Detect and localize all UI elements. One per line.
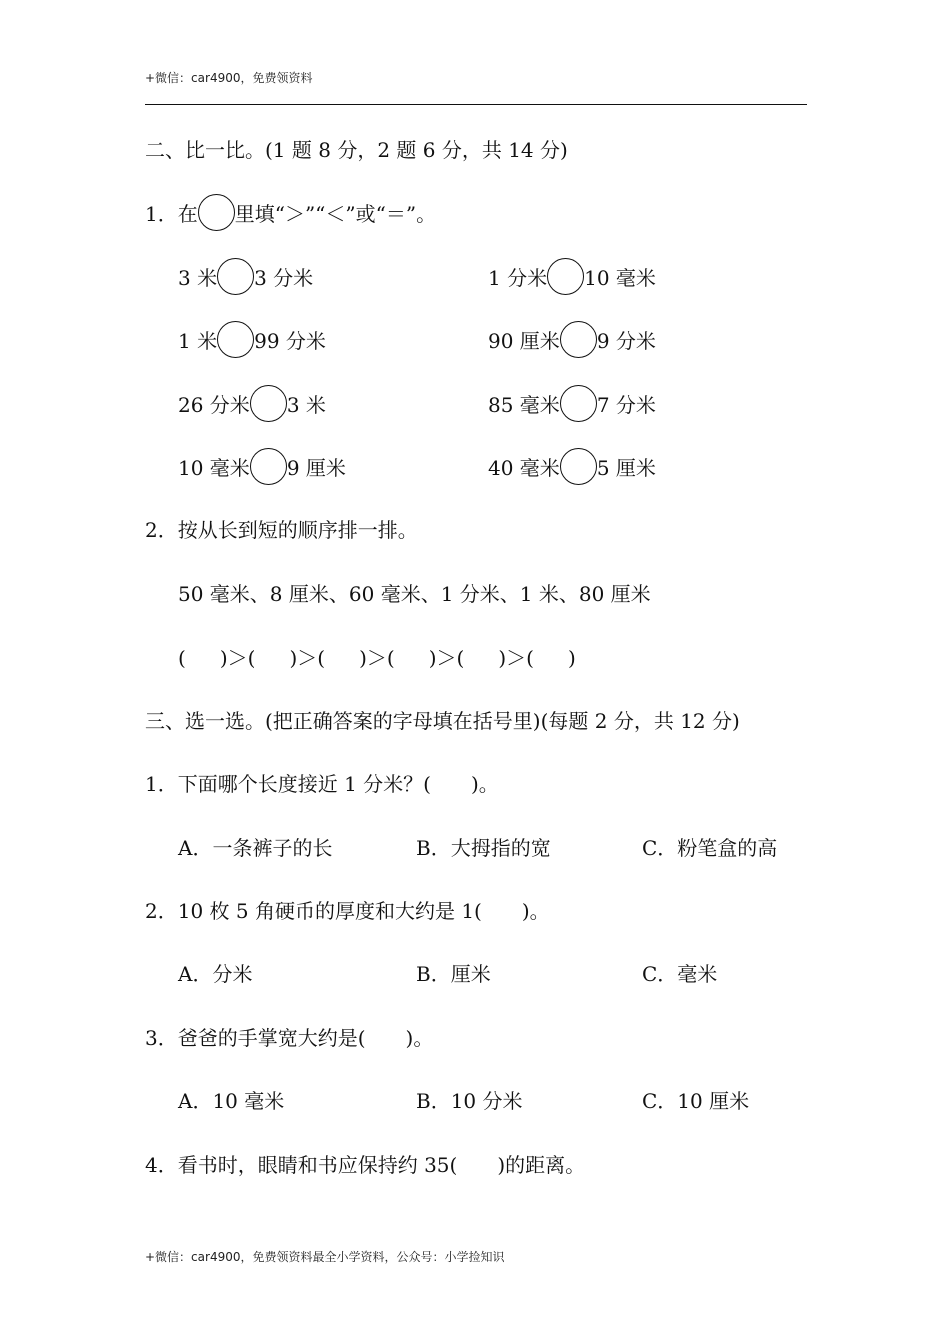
compare-left: 1 米 — [178, 329, 218, 353]
compare-right: 10 毫米 — [584, 266, 656, 290]
compare-left: 40 毫米 — [488, 456, 560, 480]
answer-circle[interactable] — [217, 321, 254, 358]
answer-circle[interactable] — [560, 385, 597, 422]
header-text: +微信：car4900，免费领资料 — [145, 71, 313, 85]
s3-q3-option-b[interactable]: B．10 分米 — [416, 1089, 523, 1113]
compare-left: 10 毫米 — [178, 456, 250, 480]
s3-q1-option-c[interactable]: C．粉笔盒的高 — [642, 836, 778, 860]
gt-sign: ＞ — [366, 646, 387, 670]
compare-item-1 — [178, 264, 313, 295]
header-rule — [145, 104, 807, 105]
s3-q3-stem: 3．爸爸的手掌宽大约是( )。 — [145, 1026, 434, 1050]
blank-6[interactable]: ( ) — [526, 646, 576, 670]
q1-prefix: 1．在 — [145, 202, 198, 226]
compare-left: 90 厘米 — [488, 329, 560, 353]
s3-q1-option-b[interactable]: B．大拇指的宽 — [416, 836, 551, 860]
footer-text: +微信：car4900，免费领资料最全小学资料，公众号：小学捡知识 — [145, 1250, 505, 1264]
section2-title: 二、比一比。(1 题 8 分，2 题 6 分，共 14 分) — [145, 138, 568, 162]
s3-q4-stem: 4．看书时，眼睛和书应保持约 35( )的距离。 — [145, 1153, 586, 1177]
s3-q2-stem: 2．10 枚 5 角硬币的厚度和大约是 1( )。 — [145, 899, 550, 923]
compare-item-7 — [178, 454, 346, 485]
gt-sign: ＞ — [297, 646, 318, 670]
compare-right: 9 厘米 — [286, 456, 346, 480]
section3-title: 三、选一选。(把正确答案的字母填在括号里)(每题 2 分，共 12 分) — [145, 709, 740, 733]
s3-q2-option-c[interactable]: C．毫米 — [642, 962, 718, 986]
compare-right: 5 厘米 — [596, 456, 656, 480]
q1-instruction — [145, 200, 436, 231]
answer-circle[interactable] — [250, 385, 287, 422]
compare-right: 9 分米 — [596, 329, 656, 353]
s3-q1-option-a[interactable]: A．一条裤子的长 — [178, 836, 333, 860]
compare-left: 1 分米 — [488, 266, 548, 290]
s3-q3-option-c[interactable]: C．10 厘米 — [642, 1089, 750, 1113]
s3-q3-option-a[interactable]: A．10 毫米 — [178, 1089, 285, 1113]
gt-sign: ＞ — [227, 646, 248, 670]
answer-circle[interactable] — [198, 194, 235, 231]
answer-circle[interactable] — [217, 258, 254, 295]
compare-item-5 — [178, 391, 326, 422]
compare-item-6 — [488, 391, 656, 422]
answer-circle[interactable] — [560, 448, 597, 485]
q2-items: 50 毫米、8 厘米、60 毫米、1 分米、1 米、80 厘米 — [178, 582, 651, 606]
compare-left: 26 分米 — [178, 393, 250, 417]
gt-sign: ＞ — [506, 646, 527, 670]
s3-q1-stem: 1．下面哪个长度接近 1 分米？( )。 — [145, 772, 499, 796]
blank-1[interactable]: ( ) — [178, 646, 228, 670]
blank-3[interactable]: ( ) — [317, 646, 367, 670]
s3-q2-option-b[interactable]: B．厘米 — [416, 962, 491, 986]
compare-item-2 — [488, 264, 656, 295]
compare-right: 99 分米 — [254, 329, 326, 353]
compare-right: 3 米 — [286, 393, 326, 417]
q1-suffix: 里填“＞”“＜”或“＝”。 — [234, 202, 437, 226]
compare-item-4 — [488, 327, 656, 358]
ordering-blanks — [178, 645, 576, 671]
blank-4[interactable]: ( ) — [386, 646, 437, 670]
compare-right: 3 分米 — [254, 266, 314, 290]
answer-circle[interactable] — [547, 258, 584, 295]
answer-circle[interactable] — [250, 448, 287, 485]
q2-instruction: 2．按从长到短的顺序排一排。 — [145, 518, 418, 542]
answer-circle[interactable] — [560, 321, 597, 358]
gt-sign: ＞ — [436, 646, 457, 670]
compare-item-3 — [178, 327, 326, 358]
compare-right: 7 分米 — [596, 393, 656, 417]
s3-q2-option-a[interactable]: A．分米 — [178, 962, 253, 986]
blank-5[interactable]: ( ) — [456, 646, 507, 670]
compare-left: 85 毫米 — [488, 393, 560, 417]
blank-2[interactable]: ( ) — [247, 646, 298, 670]
compare-item-8 — [488, 454, 656, 485]
compare-left: 3 米 — [178, 266, 218, 290]
